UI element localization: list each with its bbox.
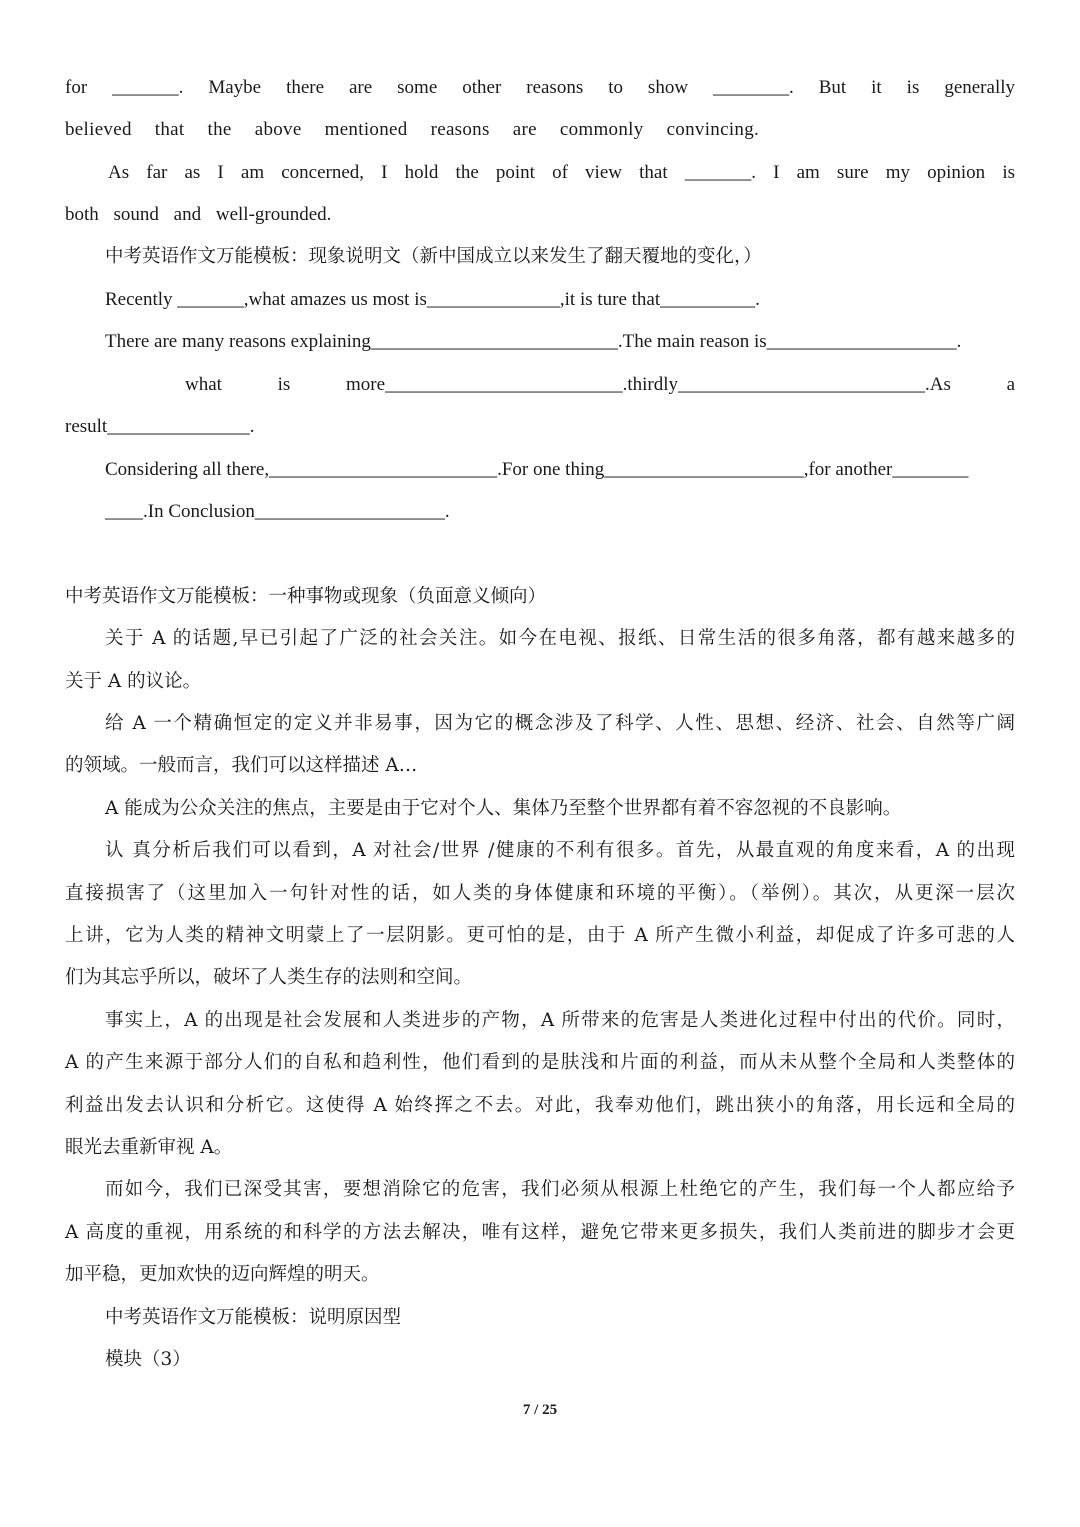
section-heading: 中考英语作文万能模板：说明原因型 (105, 1307, 402, 1328)
text-line: what is more_________________________.thirdly__________________________.As a (185, 374, 1015, 395)
text-line: 利益出发去认识和分析它。这使得 A 始终挥之不去。对此，我奉劝他们，跳出狭小的角落，用长远和全局的 (65, 1095, 1015, 1116)
section-heading: 中考英语作文万能模板：现象说明文（新中国成立以来发生了翻天覆地的变化，） (105, 246, 762, 267)
text-line: result_______________. (65, 416, 255, 437)
text-line: 上讲，它为人类的精神文明蒙上了一层阴影。更可怕的是，由于 A 所产生微小利益，却促成了许多可悲的人 (65, 925, 1015, 946)
text-line: 关于 A 的议论。 (65, 671, 202, 692)
text-line: Recently _______,what amazes us most is______________,it is ture that__________. (105, 289, 760, 310)
text-line: There are many reasons explaining__________________________.The main reason is____________________. (105, 331, 962, 352)
page-number: 7 / 25 (522, 1402, 558, 1418)
text-line: 眼光去重新审视 A。 (65, 1137, 233, 1158)
text-line: 关于 A 的话题,早已引起了广泛的社会关注。如今在电视、报纸、日常生活的很多角落，都有越来越多的 (105, 628, 1015, 649)
section-heading: 中考英语作文万能模板：一种事物或现象（负面意义倾向） (65, 586, 547, 607)
text-line: 们为其忘乎所以，破坏了人类生存的法则和空间。 (65, 967, 473, 988)
text-line: 加平稳，更加欢快的迈向辉煌的明天。 (65, 1264, 380, 1285)
text-line: 给 A 一个精确恒定的定义并非易事，因为它的概念涉及了科学、人性、思想、经济、社会、自然等广阔 (105, 713, 1015, 734)
text-line: 直接损害了（这里加入一句针对性的话，如人类的身体健康和环境的平衡）。（举例）。其次，从更深一层次 (65, 883, 1015, 904)
text-line: 模块（3） (105, 1349, 191, 1370)
text-line: believed that the above mentioned reasons are commonly convincing. (65, 119, 760, 140)
text-line: 的领域。一般而言，我们可以这样描述 A… (65, 755, 418, 776)
text-line: Considering all there,________________________.For one thing_____________________,for another________ (105, 459, 969, 480)
text-line: both sound and well-grounded. (65, 204, 332, 225)
text-line: 事实上，A 的出现是社会发展和人类进步的产物，A 所带来的危害是人类进化过程中付出的代价。同时， (105, 1010, 1015, 1031)
text-line: As far as I am concerned, I hold the point of view that _______. I am sure my opinion is (108, 162, 1015, 183)
text-line: A 能成为公众关注的焦点，主要是由于它对个人、集体乃至整个世界都有着不容忽视的不良影响。 (105, 798, 902, 819)
text-line: 认 真分析后我们可以看到，A 对社会/世界 /健康的不利有很多。首先，从最直观的角度来看，A 的出现 (105, 840, 1015, 861)
text-line: A 的产生来源于部分人们的自私和趋利性，他们看到的是肤浅和片面的利益，而从未从整个全局和人类整体的 (65, 1052, 1015, 1073)
text-line: for _______. Maybe there are some other reasons to show ________. But it is generally (65, 77, 1015, 98)
text-line: ____.In Conclusion____________________. (105, 501, 450, 522)
text-line: A 高度的重视，用系统的和科学的方法去解决，唯有这样，避免它带来更多损失，我们人类前进的脚步才会更 (65, 1222, 1015, 1243)
text-line: 而如今，我们已深受其害，要想消除它的危害，我们必须从根源上杜绝它的产生，我们每一个人都应给予 (105, 1179, 1015, 1200)
